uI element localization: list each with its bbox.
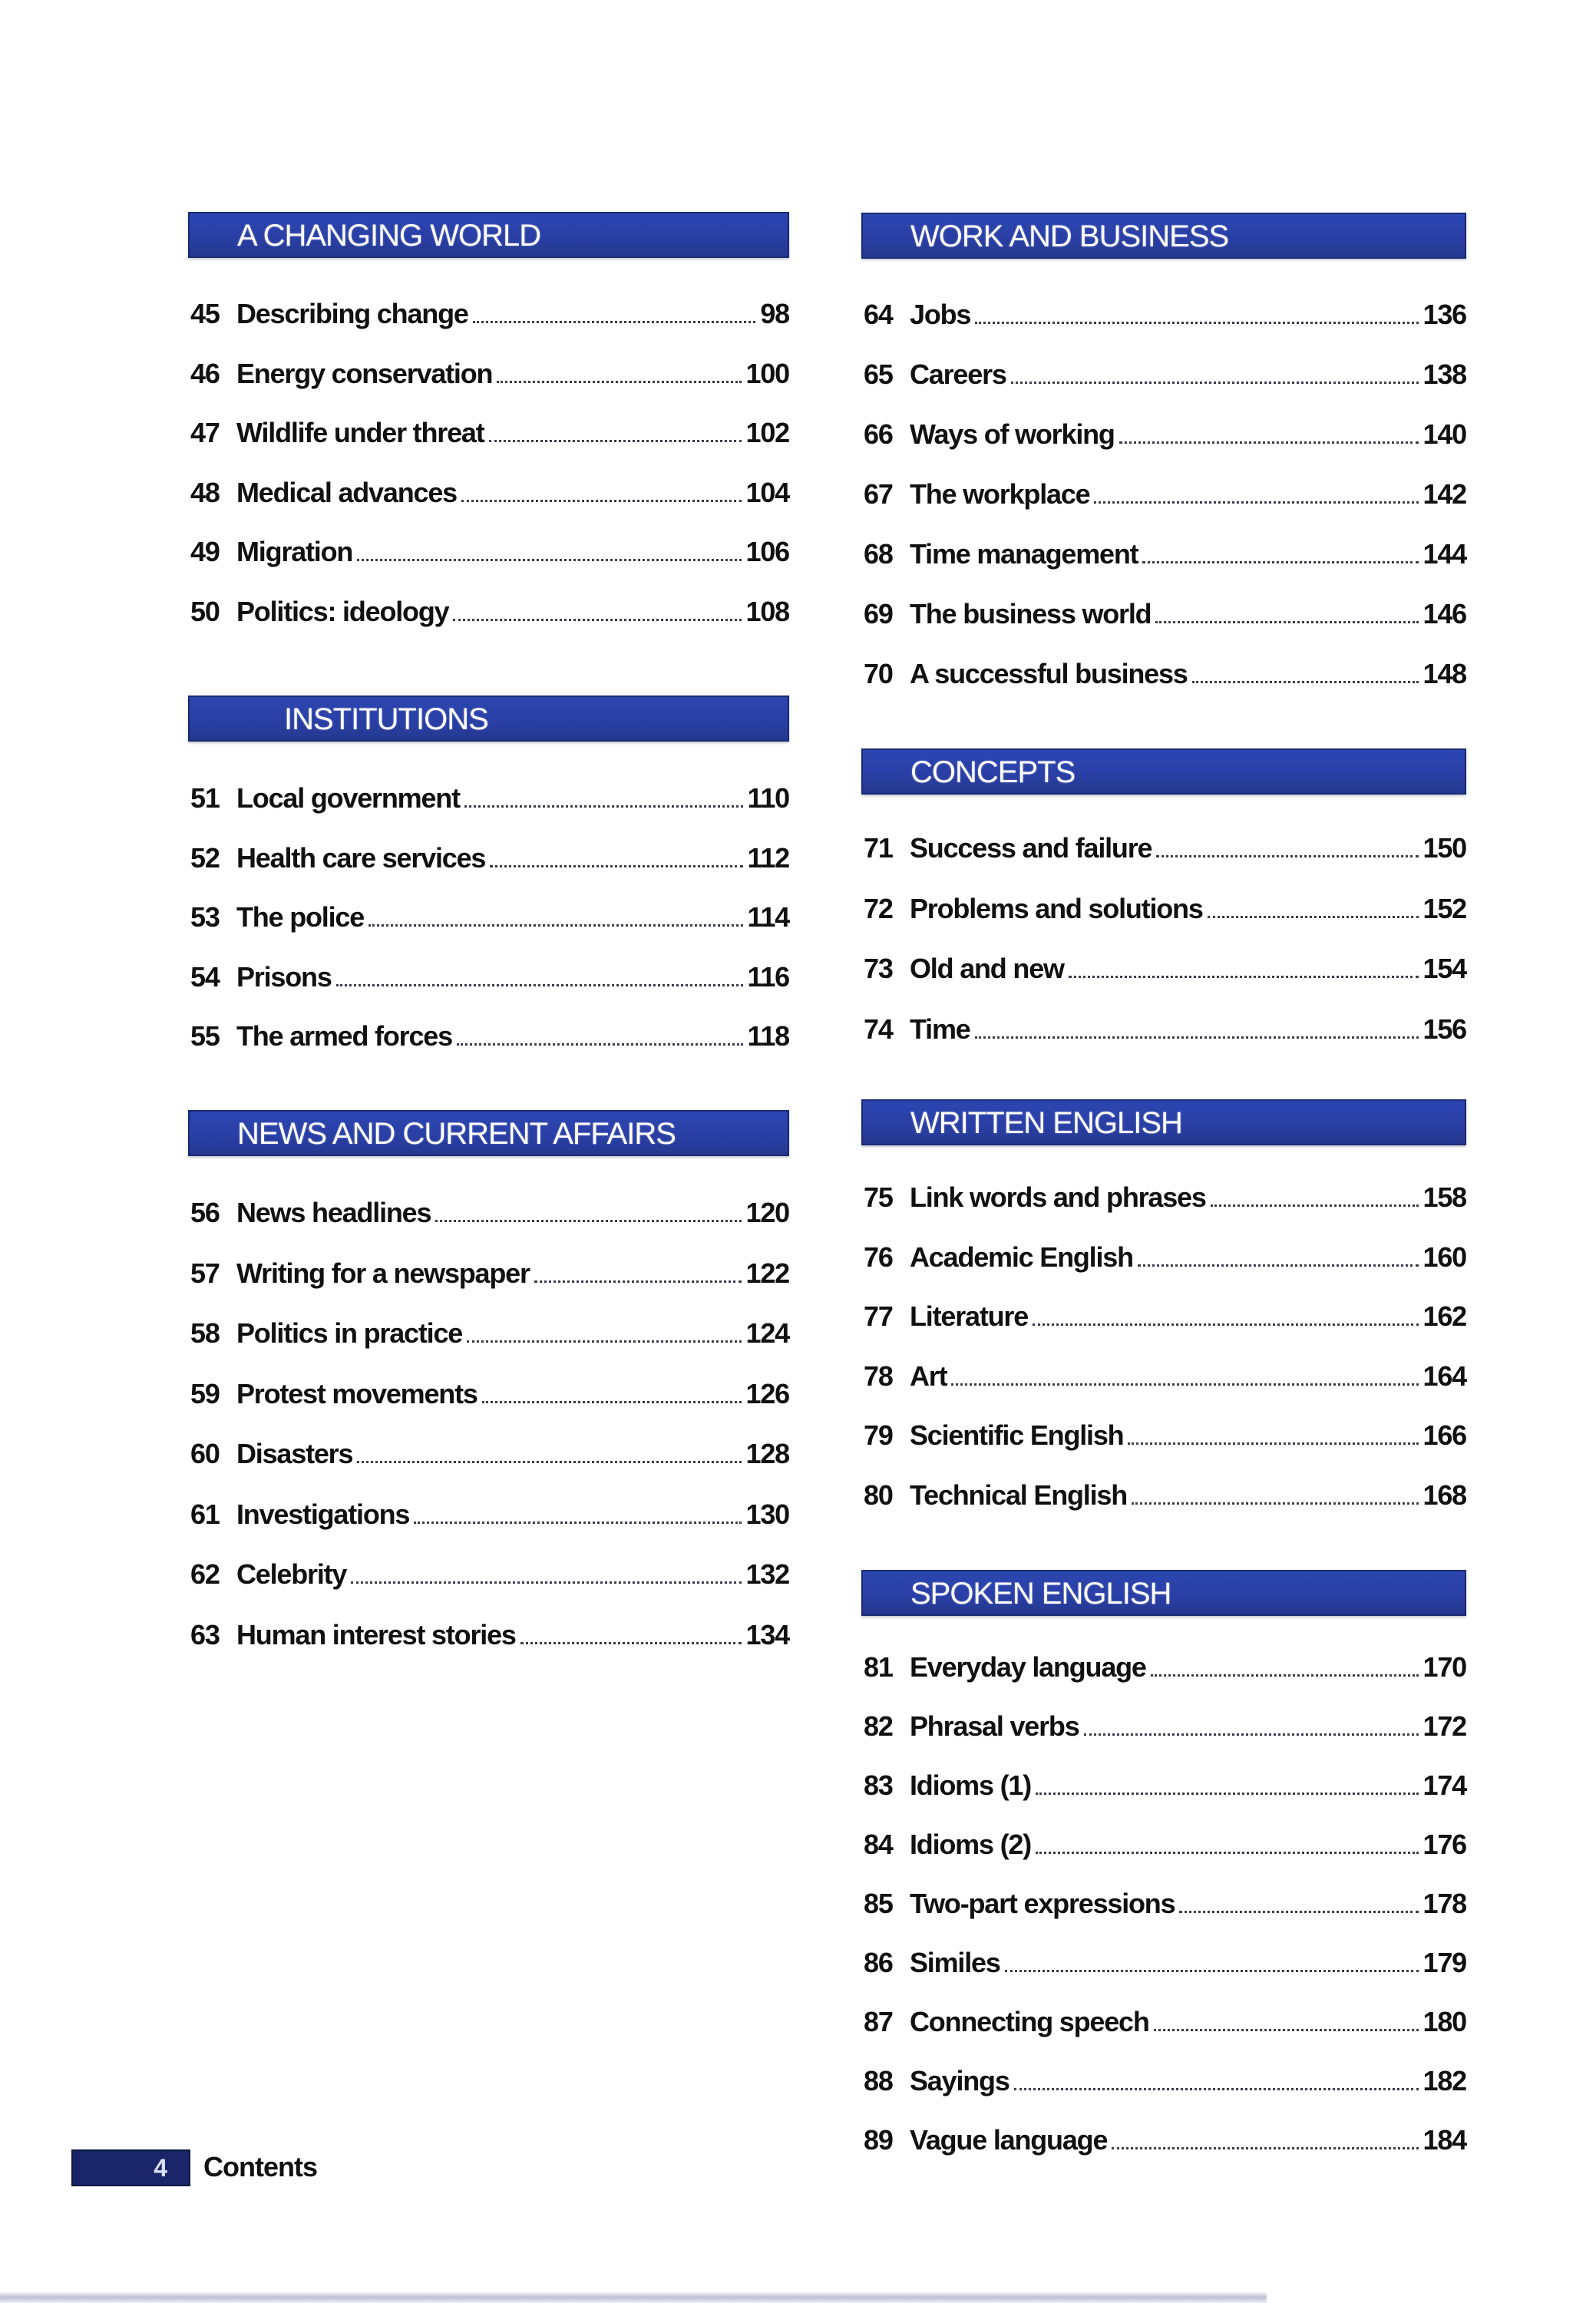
dot-leader	[1142, 561, 1418, 563]
page-ref: 176	[1423, 1829, 1466, 1860]
section-title: A CHANGING WORLD	[237, 219, 541, 253]
dot-leader	[1179, 1911, 1418, 1913]
dot-leader	[1154, 2029, 1419, 2031]
unit-title: Writing for a newspaper	[236, 1257, 530, 1289]
section-header	[861, 1570, 1466, 1616]
unit-number: 58	[190, 1317, 220, 1349]
unit-title: Celebrity	[236, 1558, 347, 1590]
dot-leader	[453, 619, 741, 621]
dot-leader	[1084, 1733, 1419, 1736]
page-label: Contents	[203, 2151, 317, 2182]
unit-number: 78	[864, 1360, 893, 1392]
unit-number: 71	[864, 832, 893, 864]
toc-entry[interactable]	[190, 1018, 789, 1053]
unit-number: 55	[190, 1020, 220, 1052]
unit-title: Sayings	[910, 2065, 1009, 2096]
dot-leader	[489, 440, 742, 442]
unit-number: 80	[864, 1479, 893, 1511]
unit-number: 50	[190, 596, 220, 627]
unit-title: Investigations	[236, 1498, 410, 1530]
page-ref: 184	[1423, 2124, 1466, 2156]
unit-number: 68	[864, 538, 893, 570]
toc-entry[interactable]	[190, 593, 789, 629]
dot-leader	[1094, 501, 1418, 504]
page-ref: 116	[747, 961, 789, 993]
unit-title: News headlines	[236, 1197, 431, 1228]
toc-entry[interactable]	[190, 780, 789, 815]
toc-entry[interactable]	[190, 1617, 789, 1652]
toc-entry[interactable]	[190, 1436, 789, 1471]
dot-leader	[464, 805, 743, 808]
page-ref: 180	[1423, 2006, 1466, 2037]
dot-leader	[1036, 1793, 1419, 1795]
unit-number: 52	[190, 842, 220, 874]
unit-title: Art	[910, 1360, 947, 1392]
unit-title: Disasters	[236, 1438, 353, 1469]
page-ref: 128	[745, 1438, 789, 1469]
toc-entry[interactable]	[864, 656, 1466, 691]
unit-number: 69	[864, 598, 893, 629]
toc-entry[interactable]	[864, 830, 1466, 865]
dot-leader	[1155, 621, 1418, 623]
toc-entry[interactable]	[190, 296, 789, 331]
unit-number: 74	[864, 1013, 893, 1045]
unit-title: Everyday language	[910, 1651, 1146, 1683]
page-ref: 160	[1423, 1241, 1466, 1273]
dot-leader	[457, 1043, 743, 1046]
toc-entry[interactable]	[190, 1255, 789, 1290]
unit-title: Jobs	[910, 299, 971, 330]
dot-leader	[1156, 855, 1418, 857]
toc-entry[interactable]	[864, 1885, 1466, 1921]
toc-entry[interactable]	[864, 1708, 1466, 1743]
unit-number: 48	[190, 477, 220, 508]
page-ref: 164	[1423, 1360, 1466, 1392]
toc-entry[interactable]	[864, 1944, 1466, 1980]
page-ref: 122	[745, 1257, 789, 1289]
unit-title: Migration	[236, 536, 353, 567]
unit-number: 49	[190, 536, 220, 567]
toc-entry[interactable]	[864, 1417, 1466, 1452]
dot-leader	[467, 1340, 741, 1343]
unit-title: Medical advances	[236, 477, 457, 508]
unit-number: 45	[190, 298, 220, 329]
unit-number: 89	[864, 2124, 893, 2156]
toc-entry[interactable]	[190, 534, 789, 569]
toc-entry[interactable]	[864, 2063, 1466, 2098]
toc-entry[interactable]	[864, 1298, 1466, 1333]
dot-leader	[975, 1036, 1419, 1039]
page-ref: 174	[1423, 1769, 1466, 1801]
toc-entry[interactable]	[864, 296, 1466, 332]
unit-title: Wildlife under threat	[236, 417, 484, 448]
page-ref: 170	[1423, 1651, 1466, 1683]
page-ref: 118	[747, 1020, 789, 1052]
unit-title: Literature	[910, 1300, 1029, 1332]
unit-number: 53	[190, 901, 220, 933]
unit-title: Protest movements	[236, 1378, 477, 1409]
page-ref: 182	[1423, 2065, 1466, 2096]
toc-entry[interactable]	[864, 356, 1466, 392]
page-ref: 162	[1423, 1300, 1466, 1332]
page-ref: 110	[747, 782, 789, 814]
unit-title: Idioms (1)	[910, 1769, 1032, 1801]
toc-entry[interactable]	[190, 1556, 789, 1591]
unit-title: The police	[236, 901, 365, 933]
page-ref: 158	[1423, 1181, 1466, 1213]
unit-title: Human interest stories	[236, 1619, 516, 1650]
dot-leader	[975, 322, 1418, 324]
page-ref: 98	[760, 298, 789, 329]
page-ref: 102	[745, 417, 789, 448]
page-ref: 150	[1423, 832, 1466, 864]
unit-number: 46	[190, 358, 220, 389]
dot-leader	[1069, 976, 1419, 978]
toc-entry[interactable]	[190, 355, 789, 391]
page-edge-shadow	[0, 2291, 1267, 2303]
unit-number: 79	[864, 1419, 893, 1451]
toc-entry[interactable]	[190, 1496, 789, 1531]
unit-title: The workplace	[910, 478, 1090, 510]
dot-leader	[414, 1522, 741, 1524]
page-ref: 179	[1423, 1947, 1466, 1978]
dot-leader	[1011, 382, 1419, 384]
section-title: CONCEPTS	[910, 755, 1076, 789]
toc-entry[interactable]	[864, 416, 1466, 451]
page-ref: 114	[747, 901, 789, 933]
dot-leader	[473, 321, 756, 323]
dot-leader	[357, 559, 741, 561]
dot-leader	[490, 865, 742, 867]
unit-number: 88	[864, 2065, 893, 2096]
dot-leader	[1128, 1442, 1418, 1445]
dot-leader	[336, 984, 743, 986]
unit-title: Describing change	[236, 298, 468, 329]
dot-leader	[1036, 1852, 1419, 1854]
unit-number: 59	[190, 1378, 220, 1409]
unit-number: 81	[864, 1651, 893, 1683]
page-ref: 168	[1423, 1479, 1466, 1511]
section-title: INSTITUTIONS	[284, 702, 488, 736]
toc-entry[interactable]	[864, 1767, 1466, 1802]
toc-entry[interactable]	[864, 536, 1466, 571]
unit-title: Scientific English	[910, 1419, 1124, 1451]
unit-number: 76	[864, 1241, 893, 1273]
toc-entry[interactable]	[864, 1477, 1466, 1512]
unit-number: 86	[864, 1947, 893, 1978]
toc-entry[interactable]	[190, 474, 789, 510]
unit-title: Health care services	[236, 842, 486, 874]
dot-leader	[1208, 916, 1419, 918]
unit-title: A successful business	[910, 658, 1188, 689]
unit-number: 75	[864, 1181, 893, 1213]
unit-number: 70	[864, 658, 893, 689]
unit-title: Politics: ideology	[236, 596, 449, 627]
unit-number: 63	[190, 1619, 220, 1650]
unit-number: 84	[864, 1829, 893, 1860]
toc-entry[interactable]	[190, 959, 789, 994]
dot-leader	[435, 1220, 741, 1222]
page-number: 4	[154, 2154, 167, 2182]
unit-number: 66	[864, 418, 893, 450]
dot-leader	[1138, 1264, 1419, 1267]
dot-leader	[461, 500, 742, 502]
dot-leader	[520, 1642, 742, 1644]
unit-number: 83	[864, 1769, 893, 1801]
dot-leader	[482, 1401, 742, 1403]
unit-title: Problems and solutions	[910, 893, 1203, 924]
page-ref: 136	[1423, 299, 1466, 330]
unit-title: Local government	[236, 782, 460, 814]
unit-title: Energy conservation	[236, 358, 493, 389]
dot-leader	[1005, 1970, 1419, 1972]
unit-title: Academic English	[910, 1241, 1133, 1273]
dot-leader	[357, 1461, 741, 1463]
unit-number: 54	[190, 961, 220, 993]
section-header	[188, 1110, 789, 1156]
unit-number: 65	[864, 359, 893, 390]
unit-number: 62	[190, 1558, 220, 1590]
unit-title: Time	[910, 1013, 970, 1045]
page-ref: 166	[1423, 1419, 1466, 1451]
section-header	[188, 212, 789, 258]
page-ref: 132	[745, 1558, 789, 1590]
page-ref: 124	[745, 1317, 789, 1349]
toc-entry[interactable]	[864, 890, 1466, 926]
unit-number: 77	[864, 1300, 893, 1332]
unit-number: 51	[190, 782, 220, 814]
unit-title: Phrasal verbs	[910, 1710, 1079, 1742]
page-ref: 178	[1423, 1888, 1466, 1919]
unit-title: Vague language	[910, 2124, 1108, 2156]
page-ref: 146	[1423, 598, 1466, 629]
page-ref: 130	[745, 1498, 789, 1530]
toc-entry[interactable]	[864, 476, 1466, 511]
toc-entry[interactable]	[864, 2004, 1466, 2039]
page-ref: 112	[747, 842, 789, 874]
unit-title: Idioms (2)	[910, 1829, 1032, 1860]
dot-leader	[1211, 1204, 1419, 1207]
unit-title: The business world	[910, 598, 1152, 629]
unit-title: Politics in practice	[236, 1317, 463, 1349]
page-ref: 140	[1423, 418, 1466, 450]
unit-title: Time management	[910, 538, 1138, 570]
page-ref: 120	[745, 1197, 789, 1228]
unit-number: 64	[864, 299, 893, 330]
unit-title: Connecting speech	[910, 2006, 1149, 2037]
dot-leader	[351, 1581, 741, 1584]
page-ref: 126	[745, 1378, 789, 1409]
toc-entry[interactable]	[190, 840, 789, 875]
toc-entry[interactable]	[864, 1011, 1466, 1046]
toc-entry[interactable]	[190, 1194, 789, 1230]
page-ref: 100	[745, 358, 789, 389]
toc-entry[interactable]	[864, 1649, 1466, 1684]
unit-number: 56	[190, 1197, 220, 1228]
section-title: SPOKEN ENGLISH	[910, 1577, 1171, 1611]
dot-leader	[497, 381, 741, 383]
unit-number: 87	[864, 2006, 893, 2037]
page-ref: 172	[1423, 1710, 1466, 1742]
toc-entry[interactable]	[864, 1179, 1466, 1214]
toc-entry[interactable]	[864, 596, 1466, 631]
toc-entry[interactable]	[190, 1376, 789, 1411]
toc-entry[interactable]	[190, 415, 789, 450]
unit-number: 47	[190, 417, 220, 448]
section-title: WRITTEN ENGLISH	[910, 1106, 1182, 1140]
unit-title: Old and new	[910, 953, 1064, 984]
page-ref: 156	[1423, 1013, 1466, 1045]
toc-entry[interactable]	[190, 1315, 789, 1350]
dot-leader	[1132, 1502, 1419, 1505]
toc-entry[interactable]	[864, 1358, 1466, 1393]
section-title: WORK AND BUSINESS	[910, 220, 1229, 253]
dot-leader	[368, 924, 742, 927]
toc-entry[interactable]	[864, 1239, 1466, 1274]
unit-number: 67	[864, 478, 893, 510]
unit-title: The armed forces	[236, 1020, 452, 1052]
toc-entry[interactable]	[864, 2122, 1466, 2157]
dot-leader	[1014, 2088, 1419, 2090]
unit-title: Technical English	[910, 1479, 1127, 1511]
unit-number: 57	[190, 1257, 220, 1289]
unit-title: Careers	[910, 359, 1006, 390]
dot-leader	[534, 1280, 742, 1283]
dot-leader	[951, 1383, 1418, 1386]
section-header	[861, 1099, 1466, 1145]
dot-leader	[1119, 441, 1419, 444]
toc-entry[interactable]	[864, 1826, 1466, 1862]
unit-title: Success and failure	[910, 832, 1152, 864]
section-header	[861, 748, 1466, 795]
unit-title: Ways of working	[910, 418, 1115, 450]
unit-title: Two-part expressions	[910, 1888, 1175, 1919]
section-header	[861, 213, 1466, 259]
dot-leader	[1112, 2147, 1418, 2149]
page-ref: 144	[1423, 538, 1466, 570]
page-ref: 106	[745, 536, 789, 567]
unit-number: 72	[864, 893, 893, 924]
page-ref: 152	[1423, 893, 1466, 924]
unit-number: 82	[864, 1710, 893, 1742]
unit-title: Prisons	[236, 961, 332, 993]
page-ref: 142	[1423, 478, 1466, 510]
toc-entry[interactable]	[190, 899, 789, 934]
unit-number: 85	[864, 1888, 893, 1919]
unit-number: 61	[190, 1498, 220, 1530]
page-ref: 138	[1423, 359, 1466, 390]
page-ref: 104	[745, 477, 789, 508]
dot-leader	[1033, 1323, 1418, 1326]
section-title: NEWS AND CURRENT AFFAIRS	[237, 1117, 676, 1151]
unit-title: Similes	[910, 1947, 1000, 1978]
page-ref: 148	[1423, 658, 1466, 689]
unit-title: Link words and phrases	[910, 1181, 1206, 1213]
page-ref: 108	[745, 596, 789, 627]
dot-leader	[1151, 1674, 1419, 1677]
page-ref: 154	[1423, 953, 1466, 984]
unit-number: 73	[864, 953, 893, 984]
toc-entry[interactable]	[864, 950, 1466, 986]
page-number-box	[71, 2149, 190, 2186]
section-header	[188, 696, 789, 742]
unit-number: 60	[190, 1438, 220, 1469]
dot-leader	[1192, 681, 1419, 683]
page-ref: 134	[745, 1619, 789, 1650]
